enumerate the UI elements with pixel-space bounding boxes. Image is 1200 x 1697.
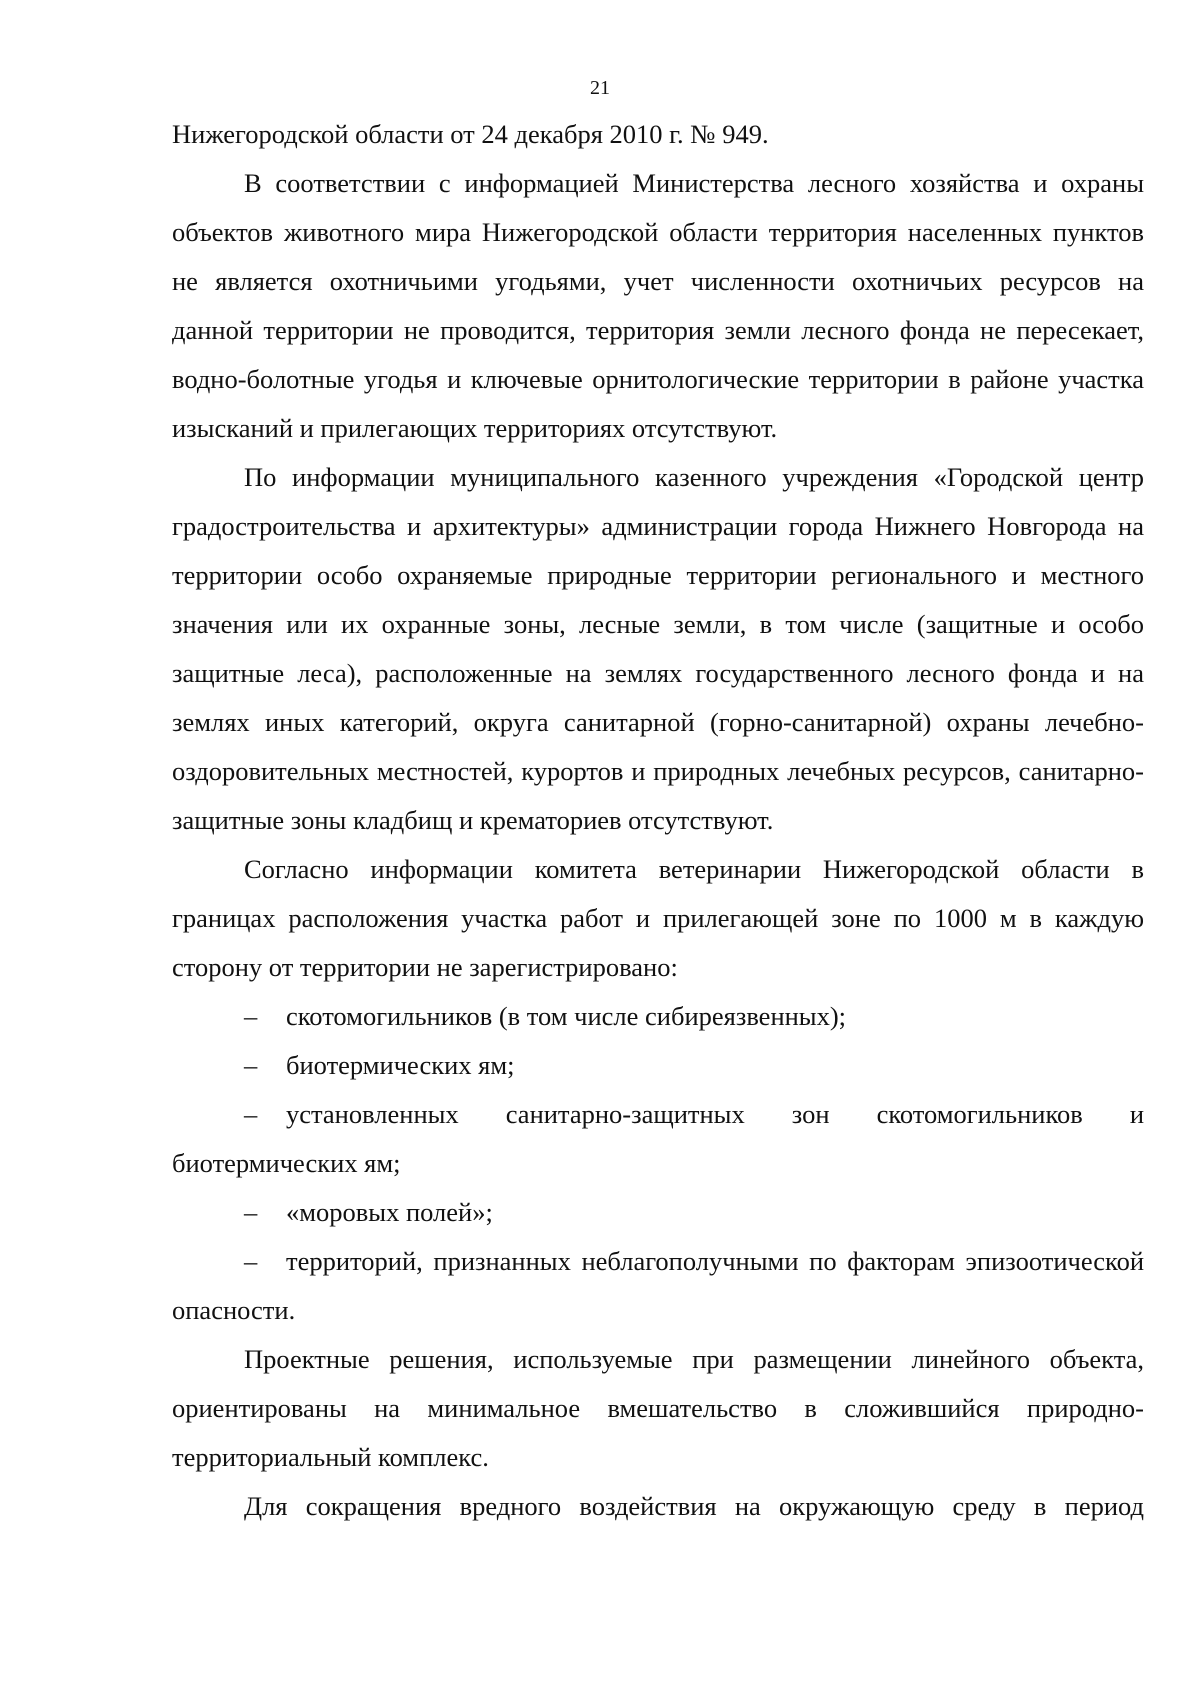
dash-marker: – <box>244 1001 258 1031</box>
list-item <box>172 992 1144 1041</box>
list-item <box>172 1090 1144 1188</box>
document-body <box>172 110 1144 1531</box>
paragraph-continuation: Нижегородской области от 24 декабря 2010 г. № 949. <box>172 119 769 149</box>
list-item-text: биотермических ям; <box>286 1050 515 1080</box>
list-item-text: «моровых полей»; <box>286 1197 493 1227</box>
paragraph-project-solutions: Проектные решения, используемые при размещении линейного объекта, ориентированы на минимальное вмешательство в сложившийся природно-территориальный комплекс. <box>172 1344 1144 1472</box>
list-item-text: скотомогильников (в том числе сибиреязвенных); <box>286 1001 847 1031</box>
dash-marker: – <box>244 1099 258 1129</box>
dash-marker: – <box>244 1197 258 1227</box>
list-item <box>172 1041 1144 1090</box>
paragraph-harm-reduction: Для сокращения вредного воздействия на окружающую среду в период <box>244 1491 1144 1521</box>
list-item <box>172 1188 1144 1237</box>
dash-marker: – <box>244 1246 258 1276</box>
paragraph-veterinary-committee: Согласно информации комитета ветеринарии Нижегородской области в границах расположения участка работ и прилегающей зоне по 1000 м в каждую сторону от территории не зарегистрировано: <box>172 854 1144 982</box>
list-item-text: установленных санитарно-защитных зон скотомогильников и биотермических ям; <box>172 1099 1144 1178</box>
paragraph-forestry-ministry: В соответствии с информацией Министерства лесного хозяйства и охраны объектов животного мира Нижегородской области территория населенных пунктов не является охотничьими угодьями, учет численности охотничьих ресурсов на данной территории не проводится, территория земли лесного фонда не пересекает, водно-болотные угодья и ключевые орнитологические территории в районе участка изысканий и прилегающих территориях отсутствуют. <box>172 168 1144 443</box>
page-number: 21 <box>590 77 610 99</box>
list-item-text: территорий, признанных неблагополучными по факторам эпизоотической опасности. <box>172 1246 1144 1325</box>
list-item <box>172 1237 1144 1335</box>
paragraph-urban-planning-center: По информации муниципального казенного учреждения «Городской центр градостроительства и архитектуры» администрации города Нижнего Новгорода на территории особо охраняемые природные территории регионального и местного значения или их охранные зоны, лесные земли, в том числе (защитные и особо защитные леса), расположенные на землях государственного лесного фонда и на землях иных категорий, округа санитарной (горно-санитарной) охраны лечебно-оздоровительных местностей, курортов и природных лечебных ресурсов, санитарно-защитные зоны кладбищ и крематориев отсутствуют. <box>172 462 1144 835</box>
dash-marker: – <box>244 1050 258 1080</box>
